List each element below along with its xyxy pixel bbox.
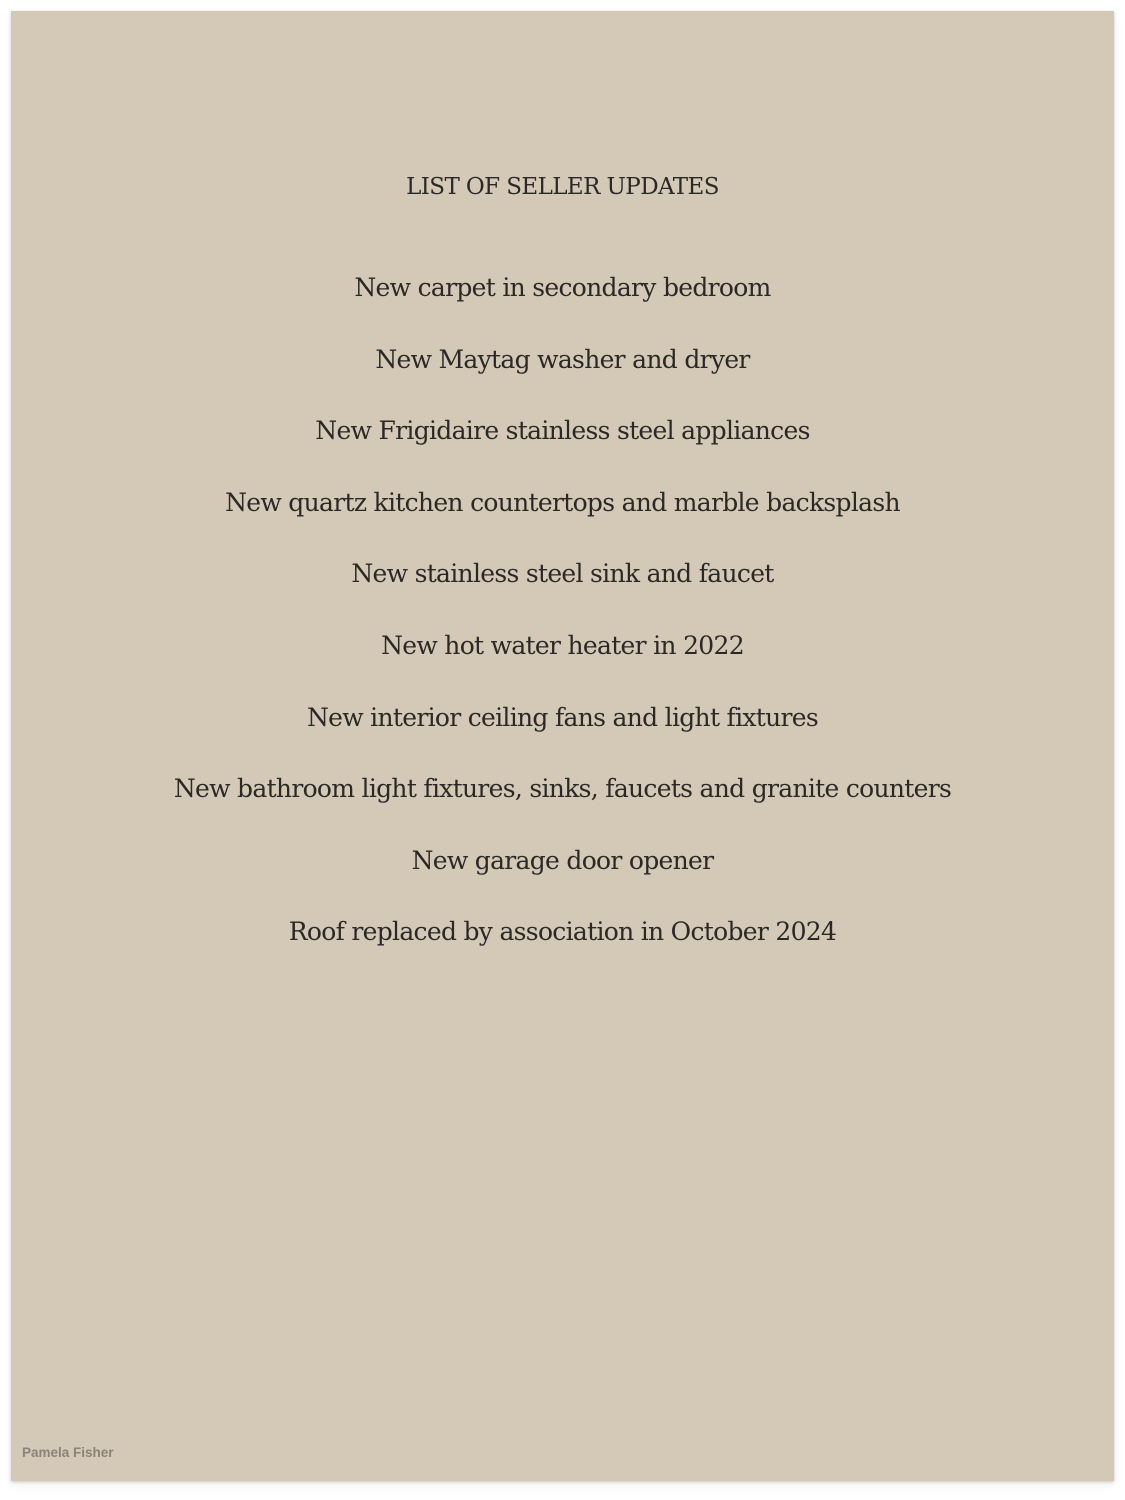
updates-list	[11, 271, 1114, 987]
list-item: New Maytag washer and dryer	[375, 344, 750, 374]
list-item: New carpet in secondary bedroom	[354, 273, 771, 302]
list-item: New garage door opener	[411, 845, 714, 875]
list-item: New Frigidaire stainless steel appliances	[315, 416, 810, 446]
document-sheet	[11, 11, 1114, 1481]
document-title: LIST OF SELLER UPDATES	[406, 174, 719, 200]
list-item: Roof replaced by association in October 2024	[288, 917, 837, 947]
author-name: Pamela Fisher	[22, 1445, 114, 1460]
list-item: New bathroom light fixtures, sinks, faucets and granite counters	[173, 774, 952, 804]
list-item: New stainless steel sink and faucet	[351, 559, 774, 589]
list-item: New hot water heater in 2022	[381, 630, 744, 660]
list-item: New interior ceiling fans and light fixtures	[306, 702, 819, 732]
list-item: New quartz kitchen countertops and marble backsplash	[225, 487, 900, 517]
